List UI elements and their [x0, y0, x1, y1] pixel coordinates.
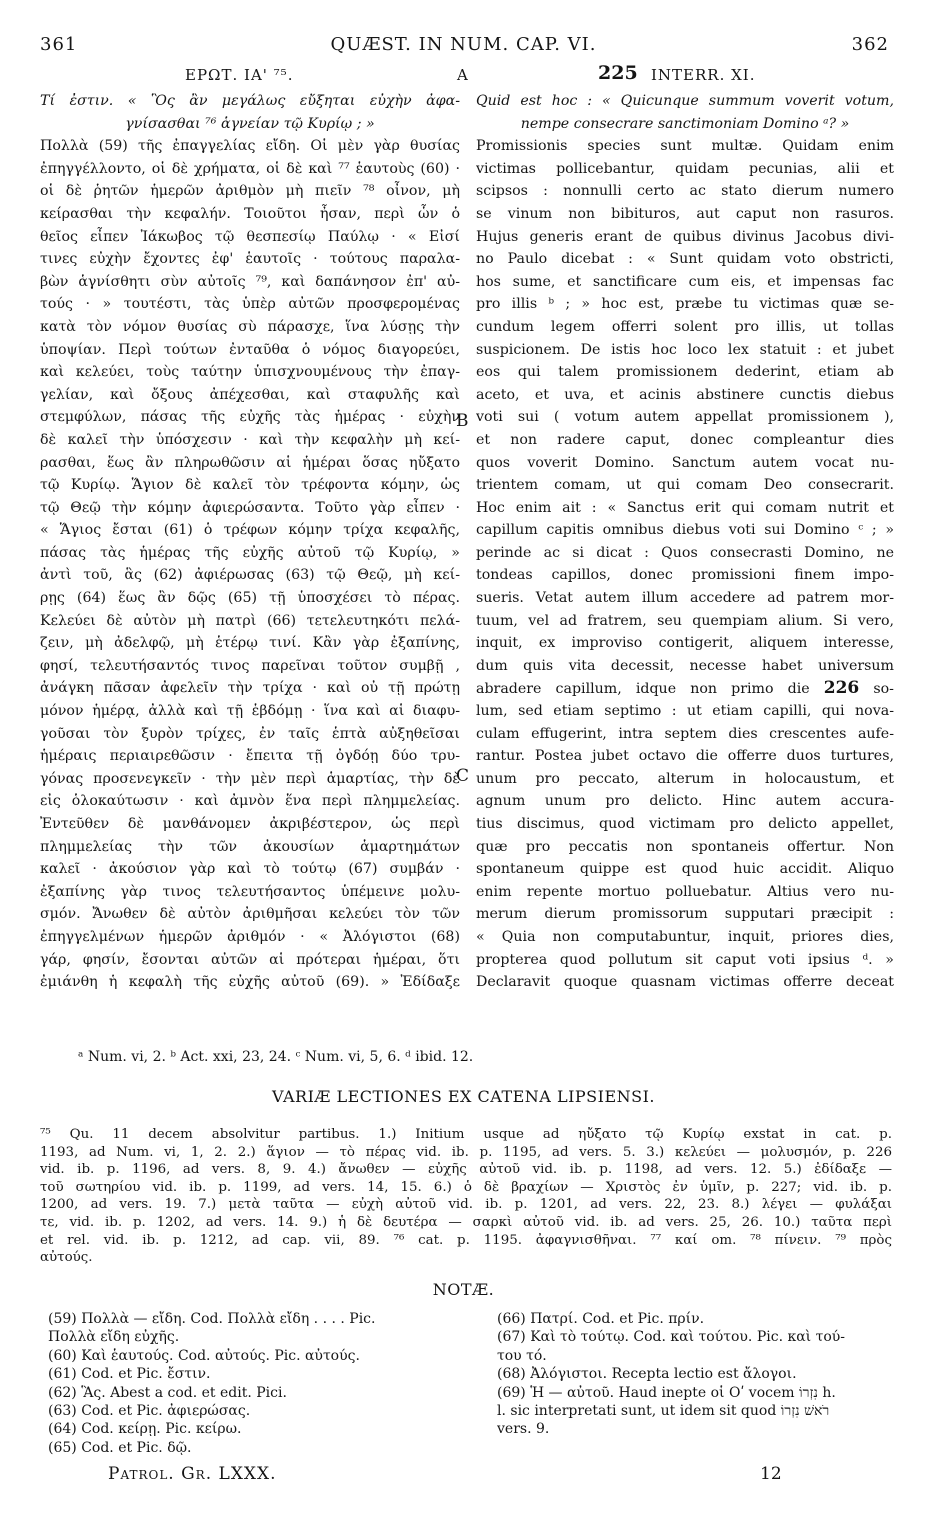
- greek-line: εἰς ὁλοκαύτωσιν · καὶ ἀμνὸν ἕνα περὶ πλημμελείας.: [40, 793, 460, 810]
- greek-line: φησί, τελευτήσαντός τινος παρεῖναι τοῦτον συμβῇ ,: [40, 657, 460, 674]
- notae-right-column: [497, 1310, 897, 1439]
- greek-line: γοῦσαι τὸν ξυρὸν τρίχες, ἐν ταῖς ἑπτὰ αὐξηθεῖσαι: [40, 725, 460, 742]
- latin-line: eos qui talem promissionem dederint, etiam ab: [476, 364, 894, 381]
- latin-line: agnum unum pro delicto. Hinc autem accura-: [476, 793, 894, 810]
- greek-line: βὼν ἁγνίσθητι σὺν αὐτοῖς ⁷⁹, καὶ δαπάνησον ἐπ' αὐ-: [40, 273, 460, 290]
- greek-line: γόνας προσενεγκεῖν · τὴν μὲν περὶ ἁμαρτίας, τὴν δὲ: [40, 770, 460, 787]
- latin-line: Promissionis species sunt multæ. Quidam enim: [476, 138, 894, 155]
- footer-signature: 12: [760, 1464, 782, 1484]
- latin-line: et non radere caput, donec compleantur dies: [476, 431, 894, 448]
- notae-title: NOTÆ.: [432, 1280, 495, 1299]
- latin-line: perinde ac si dicat : Quos consecrasti Domino, ne: [476, 544, 894, 561]
- latin-column-header: INTERR. XI.: [651, 66, 756, 84]
- note-line: (66) Πατρί. Cod. et Pic. πρίν.: [497, 1311, 705, 1327]
- variae-line: vid. ib. p. 1196, ad vers. 8, 9. 4.) ἄνωθεν — εὐχῆς αὐτοῦ vid. ib. p. 1198, ad vers. 12. 5.) ἐδίδαξε —: [40, 1162, 892, 1178]
- greek-line: τῷ Θεῷ τὴν κόμην ἀφιερώσαντα. Τοῦτο γὰρ εἶπεν ·: [40, 499, 460, 516]
- greek-line: γάρ, φησίν, ἔσονται αὐτῶν αἱ πρότεραι ἡμέραι, ὅτι: [40, 951, 460, 968]
- greek-line: Ἐντεῦθεν δὲ μανθάνομεν ἀκριβέστερον, ὡς περὶ: [40, 816, 460, 832]
- note-line: (67) Καὶ τὸ τούτῳ. Cod. καὶ τούτου. Pic. καὶ τού-: [497, 1329, 846, 1346]
- greek-line: « Ἅγιος ἔσται (61) ὁ τρέφων κόμην τρίχα κεφαλῆς,: [40, 522, 460, 539]
- greek-line: τινες εὐχὴν ἔχοντες ἐφ' ἑαυτοῖς · τούτους παραλα-: [40, 251, 460, 268]
- latin-line: lum, sed etiam septimo : ut etiam capilli, qui nova-: [476, 703, 894, 720]
- latin-line: unum pro peccato, alterum in holocaustum, et: [476, 770, 894, 787]
- latin-line: merum dierum promissorum supputari præcipit :: [476, 906, 894, 923]
- variae-line: τοῦ σωτηρίου vid. ib. p. 1199, ad vers. 14, 15. 6.) ὁ δὲ βραχίων — Χριστὸς ἐν ὑμῖν, p. 227; vid. ib. p.: [40, 1179, 892, 1195]
- greek-line: κατὰ τὸν νόμον θυσίας σὺ πάρασχε, ἵνα λύσῃς τὴν: [40, 318, 460, 335]
- scripture-footnotes: ᵃ Num. vi, 2. ᵇ Act. xxi, 23, 24. ᶜ Num. vi, 5, 6. ᵈ ibid. 12.: [78, 1049, 474, 1065]
- latin-line: hos sume, et sanctificare cum eis, et impensas fac: [476, 273, 894, 290]
- greek-text-column: [40, 90, 460, 994]
- greek-line: Τί ἐστιν. « Ὃς ἂν μεγάλως εὔξηται εὐχὴν ἀφα-: [40, 93, 460, 109]
- latin-line: dum quis vita decessit, necesse habet universum: [476, 657, 894, 674]
- greek-page-marker: 225: [598, 62, 638, 84]
- note-line: (60) Καὶ ἑαυτούς. Cod. αὐτούς. Pic. αὐτούς.: [48, 1347, 360, 1364]
- greek-line: ἀντὶ τοῦ, ἃς (62) ἀφιέρωσας (63) τῷ Θεῷ, μὴ κεί-: [40, 567, 460, 584]
- latin-line: cundum legem offerri solent pro illis, ut tollas: [476, 318, 894, 335]
- page-number-right: 362: [851, 34, 889, 55]
- variae-line: 1193, ad Num. vi, 1, 2. 2.) ἅγιον — τὸ πέρας vid. ib. p. 1195, ad vers. 5. 3.) κελεύει — μολυσμόν, p. 226: [40, 1144, 892, 1160]
- latin-line: nempe consecrare sanctimoniam Domino ᵃ? »: [520, 115, 850, 132]
- note-line: (65) Cod. et Pic. δῷ.: [48, 1439, 192, 1456]
- margin-letter-b: B: [456, 411, 469, 431]
- latin-line: victimas pollicebantur, quidam pecunias, alii et: [476, 160, 894, 177]
- variae-line: αὐτούς.: [40, 1250, 93, 1266]
- latin-line: tuum, vel ad fratrem, seu quempiam alium. Si vero,: [476, 612, 894, 629]
- note-line: (63) Cod. et Pic. ἀφιερώσας.: [48, 1402, 251, 1419]
- latin-line: enim repente mortuo polluebatur. Altius vero nu-: [476, 883, 894, 900]
- note-line: (61) Cod. et Pic. ἔστιν.: [48, 1366, 211, 1383]
- note-line: (69) Ἡ — αὐτοῦ. Haud inepte οἱ Οʹ vocem נִזְרוֹ h.: [497, 1384, 836, 1401]
- greek-line: καὶ κελεύει, τοὺς ταύτην ὑπισχνουμένους τὴν ἐπαγ-: [40, 364, 460, 381]
- greek-line: ἀνάγκη πᾶσαν ἀφελεῖν τὴν τρίχα · καὶ οὐ τῇ πρώτῃ: [40, 680, 460, 697]
- greek-line: δὲ καλεῖ τὴν ὑπόσχεσιν · καὶ τὴν κεφαλὴν μὴ κεί-: [40, 431, 460, 448]
- greek-line: πάσας τὰς ἡμέρας τῆς εὐχῆς αὐτοῦ τῷ Κυρίῳ, »: [40, 544, 460, 561]
- greek-line: ἐπηγγέλλοντο, οἱ δὲ χρήματα, οἱ δὲ καὶ ⁷⁷ ἑαυτοὺς (60) ·: [40, 160, 460, 177]
- latin-line: trientem comam, ut qui comam Deo consecrarit.: [476, 477, 894, 494]
- greek-line: σμόν. Ἄνωθεν δὲ αὐτὸν ἀριθμῆσαι κελεύει τὸν τῶν: [40, 906, 460, 923]
- greek-line: Κελεύει δὲ αὐτὸν μὴ πατρὶ (66) τετελευτηκότι πελά-: [40, 612, 460, 629]
- variae-line: ⁷⁵ Qu. 11 decem absolvitur partibus. 1.) Initium usque ad ηὔξατο τῷ Κυρίῳ exstat in cat. p.: [40, 1127, 892, 1142]
- latin-line: culam effugerint, intra septem dies crescentes aufe-: [476, 725, 894, 742]
- note-line: (62) Ἃς. Abest a cod. et edit. Pici.: [48, 1384, 287, 1401]
- note-line: (64) Cod. κείρῃ. Pic. κείρω.: [48, 1421, 242, 1438]
- latin-line: suspicionem. De istis hoc loco lex statuit : et jubet: [476, 341, 894, 358]
- latin-line: tius discimus, quod victimam pro delicto appellet,: [476, 816, 894, 832]
- latin-line: pro illis ᵇ ; » hoc est, præbe tu victimas quæ se-: [476, 296, 894, 313]
- note-line: (59) Πολλὰ — εἴδη. Cod. Πολλὰ εἴδη . . . . Pic.: [48, 1311, 376, 1327]
- greek-line: θεῖος εἶπεν Ἰάκωβος τῷ θεσπεσίῳ Παύλῳ · « Εἰσί: [40, 228, 460, 245]
- latin-line: Hoc enim ait : « Sanctus erit qui comam nutrit et: [476, 499, 894, 516]
- greek-line: ἡμέραις περιαιρεθῶσιν · ἔπειτα τῇ ὀγδόῃ δύο τρυ-: [40, 748, 460, 765]
- greek-line: τούς · » τουτέστι, τὰς ὑπὲρ αὐτῶν προσφερομένας: [40, 296, 460, 313]
- greek-line: μόνον ἡμέρᾳ, ἀλλὰ καὶ τῇ ἑβδόμῃ · ἵνα καὶ αἱ διαφυ-: [40, 703, 460, 720]
- note-line: vers. 9.: [497, 1421, 550, 1438]
- latin-page-marker: 226: [823, 678, 860, 699]
- latin-line: se vinum non bibituros, aut caput non rasuros.: [476, 205, 894, 222]
- running-title: QUÆST. IN NUM. CAP. VI.: [330, 34, 597, 55]
- greek-line: γελίαν, καὶ ὄξους ἀπέχεσθαι, καὶ σταφυλῆς καὶ: [40, 386, 460, 403]
- latin-line: quæ pro peccatis non spontaneis offertur. Non: [476, 838, 894, 855]
- greek-line: πλημμελείας τὴν τῶν ἀκουσίων ἁμαρτημάτων: [40, 838, 460, 855]
- latin-line: spontaneum quippe est quod huic accidit. Aliquo: [476, 861, 894, 878]
- variae-lectiones-text: [40, 1126, 892, 1267]
- note-line: l. sic interpretati sunt, ut idem sit quod רֹאשׁ נִזְרוֹ: [497, 1402, 830, 1419]
- greek-line: κείρασθαι τὴν κεφαλήν. Τοιοῦτοι ἦσαν, περὶ ὧν ὁ: [40, 205, 460, 222]
- latin-line: rantur. Postea jubet octavo die offerre duos turtures,: [476, 748, 894, 765]
- latin-line: « Quia non computabuntur, inquit, priores dies,: [476, 928, 894, 945]
- variae-line: τε, vid. ib. p. 1202, ad vers. 14. 9.) ἡ δὲ δευτέρα — σαρκὶ αὐτοῦ vid. ib. ad vers. 25, 26. 10.) ταῦτα περὶ: [40, 1214, 892, 1230]
- latin-line: quos voverit Domino. Sanctum autem vocat nu-: [476, 454, 894, 471]
- greek-line: ἐμιάνθη ἡ κεφαλὴ τῆς εὐχῆς αὐτοῦ (69). » Ἐδίδαξε: [40, 974, 460, 991]
- margin-letter-c: C: [456, 766, 470, 786]
- latin-text-column: [476, 90, 894, 994]
- greek-line: ρῃς (64) ἕως ἂν δῷς (65) τῇ ὑποσχέσει τὸ πέρας.: [40, 590, 460, 607]
- note-line: Πολλὰ εἴδη εὐχῆς.: [48, 1329, 180, 1346]
- greek-line: Πολλὰ (59) τῆς ἐπαγγελίας εἴδη. Οἱ μὲν γὰρ θυσίας: [40, 138, 460, 155]
- center-marker: A: [457, 66, 469, 84]
- greek-line: ζειν, μὴ ἀδελφῷ, μὴ ἑτέρῳ τινί. Κἂν γὰρ ἐξαπίνης,: [40, 635, 460, 652]
- latin-line: tondeas capillos, donec promissioni finem impo-: [476, 567, 894, 584]
- variae-line: 1200, ad vers. 19. 7.) μετὰ ταῦτα — εὐχὴ αὐτοῦ vid. ib. p. 1201, ad vers. 22, 23. 8.) λέγει — φυλάξαι: [40, 1197, 892, 1213]
- greek-line: τῷ Κυρίῳ. Ἅγιον δὲ καλεῖ τὸν τρέφοντα κόμην, ὡς: [40, 477, 460, 494]
- variae-line: et rel. vid. ib. p. 1212, ad cap. vii, 89. ⁷⁶ cat. p. 1195. ἀφαγνισθῆναι. ⁷⁷ καί om. ⁷⁸ πίνειν. ⁷⁹ πρὸς: [40, 1232, 892, 1248]
- latin-line: Declaravit quoque quasnam victimas offerre deceat: [476, 974, 894, 991]
- greek-column-header: ΕΡΩΤ. ΙΑ' ⁷⁵.: [185, 66, 294, 84]
- page-number-left: 361: [40, 34, 78, 55]
- latin-line: voti sui ( votum autem appellat promissionem ),: [476, 409, 894, 426]
- greek-line: γνίσασθαι ⁷⁶ ἁγνείαν τῷ Κυρίῳ ; »: [125, 115, 375, 132]
- note-line: του τό.: [497, 1347, 547, 1364]
- latin-line: no Paulo dicebat : « Sunt quidam voto obstricti,: [476, 251, 894, 268]
- greek-line: ὑποψίαν. Περὶ τούτων ἐνταῦθα ὁ νόμος διαγορεύει,: [40, 341, 460, 358]
- latin-line: Hujus generis erant de quibus divinus Jacobus divi-: [476, 228, 894, 245]
- notae-left-column: [48, 1310, 468, 1457]
- note-line: (68) Ἀλόγιστοι. Recepta lectio est ἄλογοι.: [497, 1366, 797, 1383]
- latin-line: sueris. Vetat autem illum accedere ad patrem mor-: [476, 590, 894, 607]
- greek-line: ἐξαπίνης γὰρ τινος τελευτήσαντος ὑπέμεινε μολυ-: [40, 883, 460, 900]
- latin-line: aceto, et uva, et acinis abstinere cunctis diebus: [476, 386, 894, 403]
- greek-line: ἐπηγγελμένων ἡμερῶν ἀριθμόν · « Ἀλόγιστοι (68): [40, 928, 460, 945]
- greek-line: ρασθαι, ἕως ἂν πληρωθῶσιν αἱ ἡμέραι ὅσας ηὔξατο: [40, 454, 460, 471]
- latin-line: propterea quod pollutum sit caput voti ipsius ᵈ. »: [476, 951, 894, 968]
- greek-line: καλεῖ · ἀκούσιον γὰρ καὶ τὸ τούτῳ (67) συμβάν ·: [40, 861, 460, 878]
- latin-line: abradere capillum, idque non primo die 226 so-: [476, 678, 894, 699]
- latin-line: inquit, ex improviso contigerit, aliquem interesse,: [476, 635, 894, 652]
- variae-lectiones-title: VARIÆ LECTIONES EX CATENA LIPSIENSI.: [272, 1087, 655, 1106]
- latin-line: scipsos : nonnulli certo ac stato dierum numero: [476, 183, 894, 200]
- greek-line: οἱ δὲ ῥητῶν ἡμερῶν ἀριθμὸν μὴ πιεῖν ⁷⁸ οἶνον, μὴ: [40, 183, 460, 200]
- greek-line: στεμφύλων, πάσας τῆς εὐχῆς τὰς ἡμέρας · εὐχὴν: [40, 409, 460, 426]
- latin-line: capillum capitis omnibus diebus voti sui Domino ᶜ ; »: [476, 522, 894, 539]
- footer-series-label: Patrol. Gr. LXXX.: [108, 1464, 277, 1484]
- latin-line: Quid est hoc : « Quicunque summum voverit votum,: [476, 93, 894, 109]
